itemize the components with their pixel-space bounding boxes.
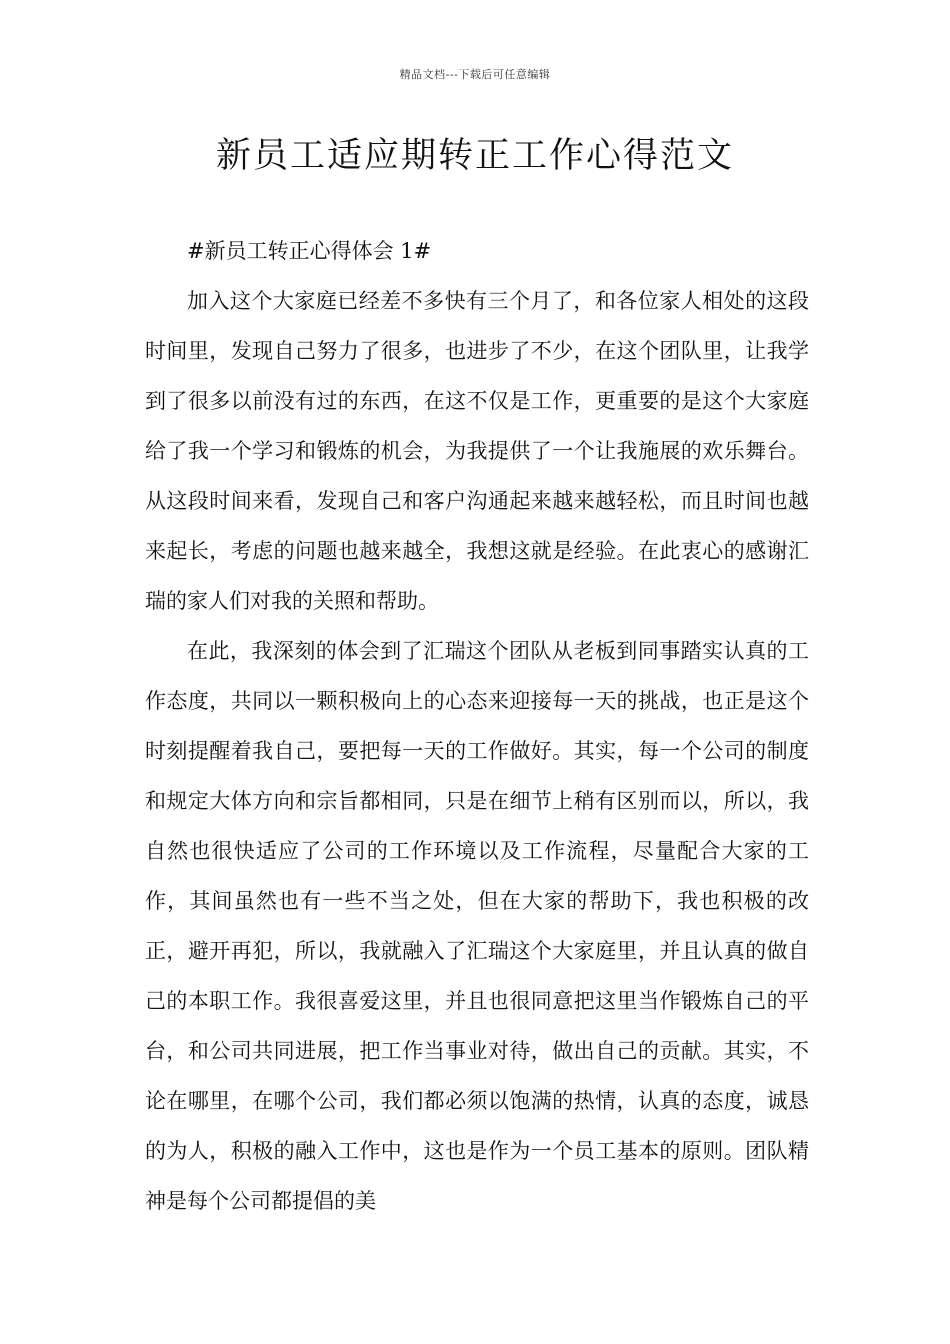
paragraph-1: 加入这个大家庭已经差不多快有三个月了，和各位家人相处的这段时间里，发现自己努力了很多，也进步了不少，在这个团队里，让我学到了很多以前没有过的东西，在这不仅是工作，更重要的是这个大家庭给了我一个学习和锻炼的机会，为我提供了一个让我施展的欢乐舞台。从这段时间来看，发现自己和客户沟通起来越来越轻松，而且时间也越来起长，考虑的问题也越来越全，我想这就是经验。在此衷心的感谢汇瑞的家人们对我的关照和帮助。 <box>145 289 809 613</box>
paragraph-2: 在此，我深刻的体会到了汇瑞这个团队从老板到同事踏实认真的工作态度，共同以一颗积极向上的心态来迎接每一天的挑战，也正是这个时刻提醒着我自己，要把每一天的工作做好。其实，每一个公司的制度和规定大体方向和宗旨都相同，只是在细节上稍有区别而以，所以，我自然也很快适应了公司的工作环境以及工作流程，尽量配合大家的工作，其间虽然也有一些不当之处，但在大家的帮助下，我也积极的改正，避开再犯，所以，我就融入了汇瑞这个大家庭里，并且认真的做自己的本职工作。我很喜爱这里，并且也很同意把这里当作锻炼自己的平台，和公司共同进展，把工作当事业对待，做出自己的贡献。其实，不论在哪里，在哪个公司，我们都必须以饱满的热情，认真的态度，诚恳的为人，积极的融入工作中，这也是作为一个员工基本的原则。团队精神是每个公司都提倡的美 <box>145 639 809 1213</box>
header-note: 精品文档---下载后可任意编辑 <box>399 68 551 81</box>
document-title: 新员工适应期转正工作心得范文 <box>215 136 734 176</box>
section-heading: #新员工转正心得体会 1# <box>187 239 432 263</box>
document-body <box>145 226 809 1226</box>
